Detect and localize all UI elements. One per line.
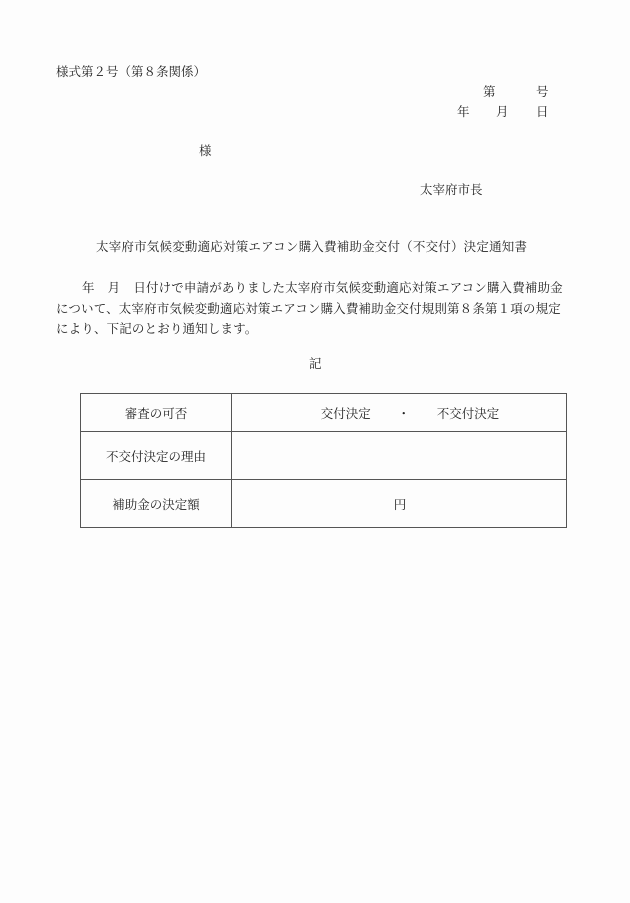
body-line-3: により、下記のとおり通知します。 [56,321,258,336]
date-month-label: 月 [496,104,509,119]
date-year-label: 年 [457,104,470,119]
review-value-cell [232,394,567,432]
reason-value-cell [232,432,567,480]
reason-label-cell [81,432,232,480]
table-row-amount [81,480,567,528]
choice-no-grant: 不交付決定 [436,405,500,421]
review-label-cell [81,394,232,432]
body-line-1 [56,278,578,299]
body-year-label: 年 [82,280,95,295]
body-month-label: 月 [107,280,121,295]
amount-label: 補助金の決定額 [112,496,200,512]
document-number-prefix: 第 [483,84,496,99]
date-day-label: 日 [536,104,549,119]
issuer-name: 太宰府市長 [420,182,483,197]
document-number-suffix: 号 [536,84,549,99]
ki-heading: 記 [309,356,322,371]
review-label: 審査の可否 [124,405,188,421]
table-row-review [81,394,567,432]
body-line-1-text: 日付けで申請がありました太宰府市気候変動適応対策エアコン購入費補助金 [133,280,563,295]
addressee-honorific: 様 [199,143,212,158]
table-row-reason [81,432,567,480]
review-choices [321,404,500,422]
decision-table [80,393,567,528]
reason-label: 不交付決定の理由 [105,448,206,464]
choice-separator: ・ [397,405,410,421]
choice-grant: 交付決定 [320,405,371,421]
body-line-2: について、太宰府市気候変動適応対策エアコン購入費補助金交付規則第８条第１項の規定 [56,300,561,316]
body-paragraph [56,278,578,340]
amount-value-cell [232,480,567,528]
amount-label-cell [81,480,232,528]
amount-yen-unit: 円 [393,496,407,512]
form-identifier: 様式第２号（第８条関係） [56,64,207,79]
document-title: 太宰府市気候変動適応対策エアコン購入費補助金交付（不交付）決定通知書 [96,239,528,254]
